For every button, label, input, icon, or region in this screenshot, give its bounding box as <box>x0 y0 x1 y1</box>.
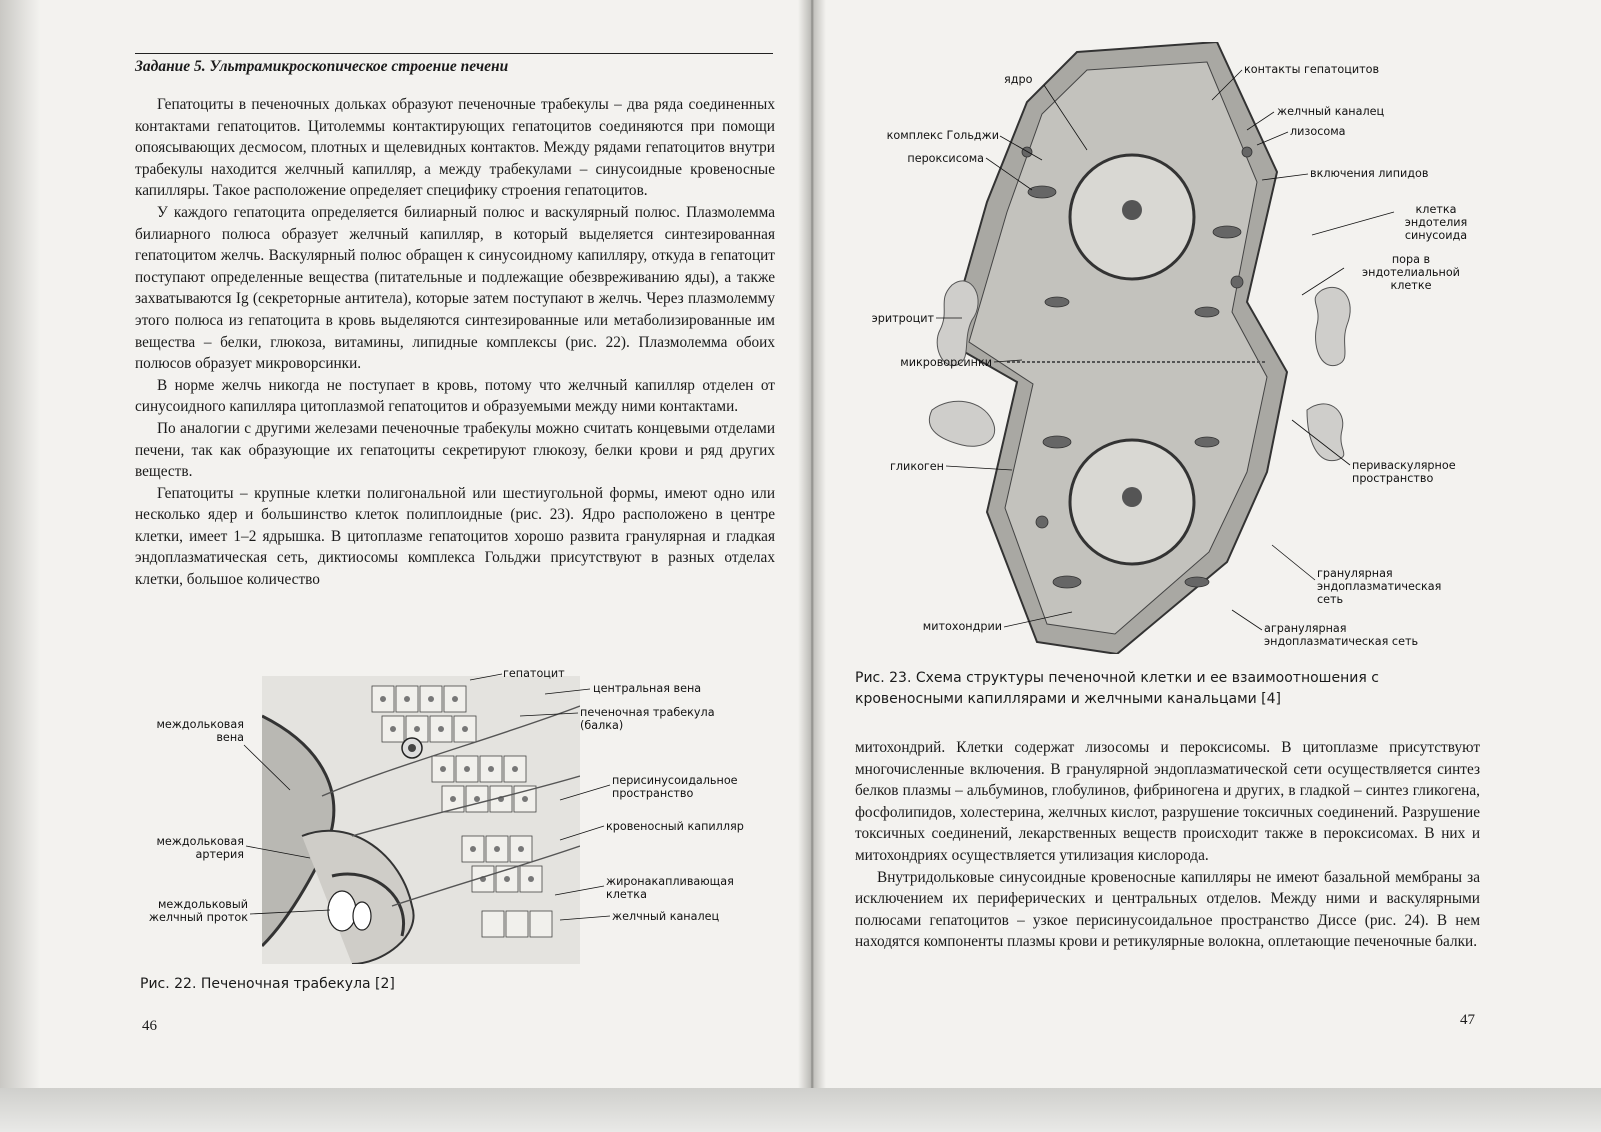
section-heading: Задание 5. Ультрамикроскопическое строение печени <box>135 58 509 75</box>
paragraph: митохондрий. Клетки содержат лизосомы и пероксисомы. В цитоплазме присутствуют многочисленные включения. В гранулярной эндоплазматической сети осуществляется синтез белков плазмы – альбуминов, глобулинов, фибриногена и других, в гладкой – синтез гликогена, фосфолипидов, холестерина, желчных кислот, разрушение токсичных соединений. Разрушение токсичных соединений, лекарственных веществ происходит также в пероксисомах. В них и митохондриях осуществляется утилизация кислорода. <box>855 739 1480 864</box>
right-page <box>812 0 1601 1108</box>
label-erythrocyte: эритроцит <box>871 312 934 325</box>
label-trabecula: печеночная трабекула (балка) <box>580 706 715 732</box>
label-bile-canaliculus: желчный каналец <box>612 910 720 923</box>
label-lipid: включения липидов <box>1310 167 1429 180</box>
label-perisinusoidal-space: перисинусоидальное пространство <box>612 774 738 800</box>
paragraph: У каждого гепатоцита определяется билиарный полюс и васкулярный полюс. Плазмолемма билиарного полюса образует желчный капилляр, в который выделяется синтезированная гепатоцитом желчь. Васкулярный полюс обращен к синусоидному капилляру, откуда в гепатоцит поступают определенные вещества (питательные и подлежащие обезвреживанию яды), а также захватываются Ig (секреторные антитела), которые затем поступают в желчь. Через плазмолемму этого полюса из гепатоцита в кровь выделяются синтезированные или метаболизированные им вещества – белки, глюкоза, витамины, липидные комплексы (рис. 22). Плазмолемма обоих полюсов образует микроворсинки. <box>135 203 775 373</box>
figure-23-caption: Рис. 23. Схема структуры печеночной клетки и ее взаимоотношения с кровеносными капиллярами и желчными канальцами [4] <box>855 670 1379 707</box>
label-endothelial: клетка эндотелия синусоида <box>1404 203 1468 242</box>
paragraph: В норме желчь никогда не поступает в кровь, потому что желчный капилляр отделен от синусоидного капилляра цитоплазмой гепатоцитов и образуемыми между ними контактами. <box>135 376 775 416</box>
paragraph: Внутридольковые синусоидные кровеносные капилляры не имеют базальной мембраны за исключением их периферических и центральных отделов. Между ними и васкулярными полюсами гепатоцитов – узкое перисинусоидальное пространство Диссе (рис. 24). В нем находятся компоненты плазмы крови и ретикулярные волокна, оплетающие печеночные балки. <box>855 868 1480 951</box>
label-lysosome: лизосома <box>1290 125 1346 138</box>
label-golgi: комплекс Гольджи <box>886 129 999 142</box>
label-nucleus: ядро <box>1004 73 1033 86</box>
book-gutter <box>798 0 826 1108</box>
paragraph: Гепатоциты – крупные клетки полигональной или шестиугольной формы, имеют одно или несколько ядер и большинство клеток полиплоидные (рис. 23). Ядро расположено в центре клетки, имеет 1–2 ядрышка. В цитоплазме гепатоцитов хорошо развита гранулярная и гладкая эндоплазматическая сеть, диктиосомы комплекса Гольджи присутствуют в разных отделах клетки, большое количество <box>135 484 775 589</box>
page-number-right: 47 <box>1460 1012 1475 1028</box>
label-fat-storing-cell: жиронакапливающая клетка <box>606 875 734 901</box>
label-smooth-er: агранулярная эндоплазматическая сеть <box>1264 622 1419 648</box>
label-contacts: контакты гепатоцитов <box>1244 63 1380 76</box>
figure-22-caption: Рис. 22. Печеночная трабекула [2] <box>140 976 395 992</box>
label-peroxisome: пероксисома <box>907 152 984 165</box>
label-rough-er: гранулярная эндоплазматическая сеть <box>1317 567 1442 606</box>
label-bile-canal: желчный каналец <box>1277 105 1385 118</box>
label-glycogen: гликоген <box>890 460 944 473</box>
scanner-bottom-band <box>0 1088 1601 1132</box>
right-body-text <box>855 737 1480 953</box>
label-blood-capillary: кровеносный капилляр <box>606 820 744 833</box>
left-page <box>0 0 812 1108</box>
paragraph: По аналогии с другими железами печеночные трабекулы можно считать концевыми отделами печени, так как образующие их гепатоциты секретируют глюкозу, белки крови и ряд других веществ. <box>135 419 775 481</box>
label-central-vein: центральная вена <box>593 682 702 695</box>
label-hepatocyte: гепатоцит <box>503 667 565 680</box>
label-interlobular-vein: междольковая вена <box>156 718 244 744</box>
label-pore: пора в эндотелиальной клетке <box>1362 253 1460 292</box>
label-perivascular: периваскулярное пространство <box>1352 459 1456 485</box>
label-bile-duct: междольковый желчный проток <box>148 898 248 924</box>
figure-22-leader-lines <box>0 0 812 1108</box>
label-mitochondria: митохондрии <box>922 620 1002 633</box>
paragraph: Гепатоциты в печеночных дольках образуют печеночные трабекулы – два ряда соединенных контактами гепатоцитов. Цитолеммы контактирующих гепатоцитов соединяются при помощи опоясывающих десмосом, плотных и щелевидных контактов. Между рядами гепатоцитов внутри трабекулы находится желчный капилляр, а между трабекулами – синусоидные кровеносные капилляры. Такое расположение определяет специфику строения гепатоцитов. <box>135 96 775 200</box>
page-number-left: 46 <box>142 1018 157 1034</box>
label-interlobular-artery: междольковая артерия <box>156 835 244 861</box>
label-microvilli: микроворсинки <box>900 356 992 369</box>
